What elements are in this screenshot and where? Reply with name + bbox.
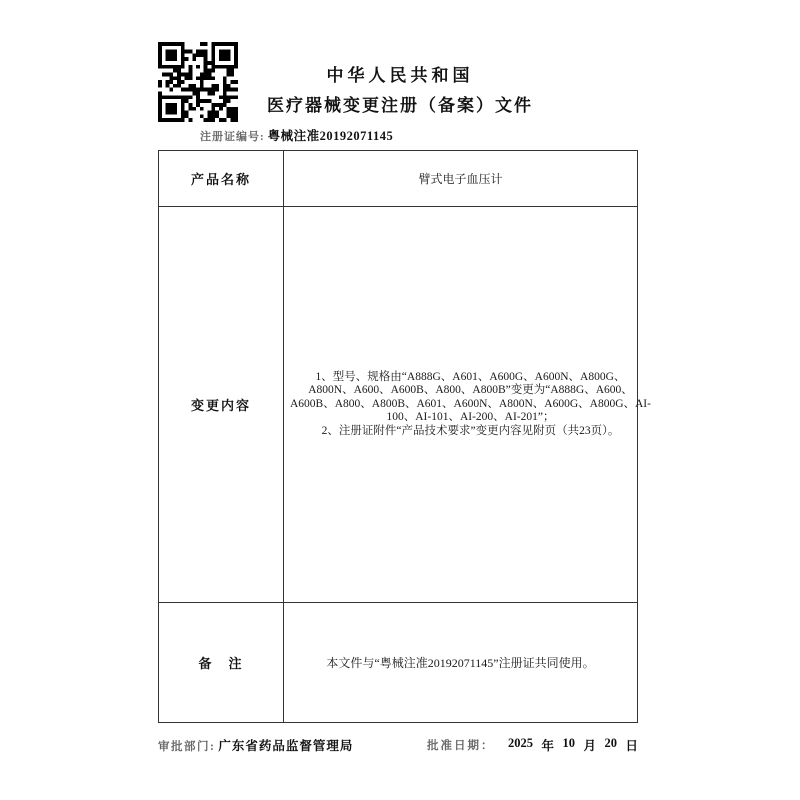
change-content-line: 100、AI-101、AI-200、AI-201”； xyxy=(386,411,555,424)
approval-department-label: 审批部门: xyxy=(158,741,216,753)
product-name-value: 臂式电子血压计 xyxy=(418,172,503,186)
table-row-product-name xyxy=(159,151,637,206)
approval-date-month: 10 xyxy=(562,736,575,750)
registration-number-value: 粤械注准20192071145 xyxy=(267,129,394,143)
product-name-label: 产品名称 xyxy=(159,151,284,206)
change-content-line: 1、型号、规格由“A888G、A601、A600G、A600N、A800G、 xyxy=(315,370,626,383)
change-content-line: 2、注册证附件“产品技术要求”变更内容见附页（共23页）。 xyxy=(321,424,620,437)
approval-department-value: 广东省药品监督管理局 xyxy=(218,739,354,753)
table-row-change-content xyxy=(159,206,651,602)
approval-date-year: 2025 xyxy=(508,736,533,750)
remark-value: 本文件与“粤械注准20192071145”注册证共同使用。 xyxy=(326,656,595,670)
approval-date-day: 20 xyxy=(604,736,617,750)
change-content-text xyxy=(290,371,651,439)
document-title-line1: 中华人民共和国 xyxy=(326,66,474,85)
remark-label: 备 注 xyxy=(159,603,284,722)
document-title-line2: 医疗器械变更注册（备案）文件 xyxy=(267,96,533,115)
registration-number-line xyxy=(200,126,393,144)
approval-date-day-unit: 日 xyxy=(625,739,638,753)
change-content-value xyxy=(284,207,657,602)
registration-table xyxy=(158,150,651,723)
approval-date-label: 批准日期： xyxy=(427,740,495,752)
approval-department xyxy=(158,736,353,754)
change-content-label: 变更内容 xyxy=(159,207,284,602)
change-content-line: A600B、A800、A800B、A601、A600N、A800N、A600G、A800G、AI- xyxy=(290,397,651,410)
change-content-line: A800N、A600、A600B、A800、A800B”变更为“A888G、A600、 xyxy=(308,384,633,397)
approval-date-month-unit: 月 xyxy=(583,739,596,753)
table-row-remark xyxy=(159,602,637,722)
registration-number-label: 注册证编号: xyxy=(200,131,265,143)
approval-footer xyxy=(158,736,638,754)
approval-date-year-unit: 年 xyxy=(541,739,554,753)
approval-date-value xyxy=(508,736,638,754)
